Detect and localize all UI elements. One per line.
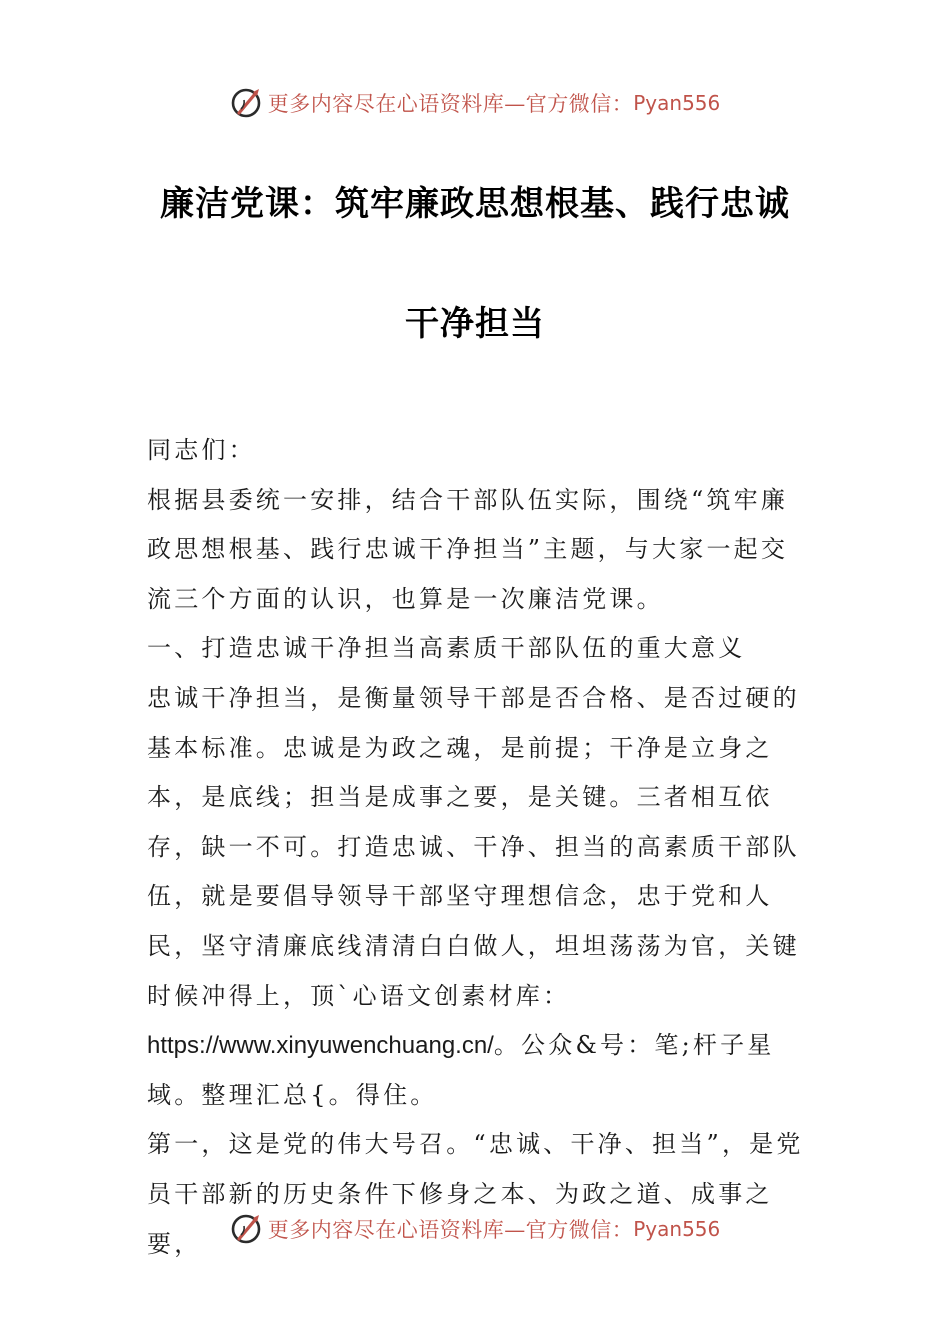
banner-text: 更多内容尽在心语资料库—官方微信： bbox=[267, 92, 634, 116]
header-banner bbox=[0, 80, 950, 126]
section-heading-1: 一、打造忠诚干净担当高素质干部队伍的重大意义 bbox=[147, 634, 746, 663]
salutation: 同志们： bbox=[147, 436, 256, 464]
footer-banner-text: 更多内容尽在心语资料库—官方微信： bbox=[267, 1218, 634, 1242]
document-body bbox=[147, 426, 807, 1269]
paragraph-standards-tail: 。公众&号：笔;杆子星域。整理汇总{。得住。 bbox=[147, 1031, 775, 1109]
website-url: https://www.xinyuwenchuang.cn/ bbox=[147, 1032, 494, 1060]
paragraph-standards-text: 忠诚干净担当，是衡量领导干部是否合格、是否过硬的基本标准。忠诚是为政之魂，是前提；干净是立身之本，是底线；担当是成事之要，是关键。三者相互依存，缺一不可。打造忠诚、干净、担当的高素质干部队伍，就是要倡导领导干部坚守理想信念，忠于党和人民，坚守清廉底线清清白白做人，坦坦荡荡为官，关键时候冲得上，顶`心语文创素材库： bbox=[147, 683, 800, 1010]
document-title-line-1: 廉洁党课：筑牢廉政思想根基、践行忠诚 bbox=[160, 184, 790, 224]
paragraph-first-point: 第一，这是党的伟大号召。“忠诚、干净、担当”，是党员干部新的历史条件下修身之本、为政之道、成事之要， bbox=[147, 1130, 804, 1258]
footer-banner-wechat-id: Pyan556 bbox=[633, 1217, 721, 1241]
paragraph-intro: 根据县委统一安排，结合干部队伍实际，围绕“筑牢廉政思想根基、践行忠诚干净担当”主题，与大家一起交流三个方面的认识，也算是一次廉洁党课。 bbox=[147, 485, 789, 613]
paragraph-standards bbox=[147, 674, 807, 1120]
pen-circle-logo-icon bbox=[230, 1212, 264, 1246]
footer-banner bbox=[0, 1206, 950, 1252]
banner-wechat-id: Pyan556 bbox=[633, 91, 721, 115]
pen-circle-logo-icon bbox=[230, 86, 264, 120]
document-title-line-2: 干净担当 bbox=[405, 304, 545, 344]
